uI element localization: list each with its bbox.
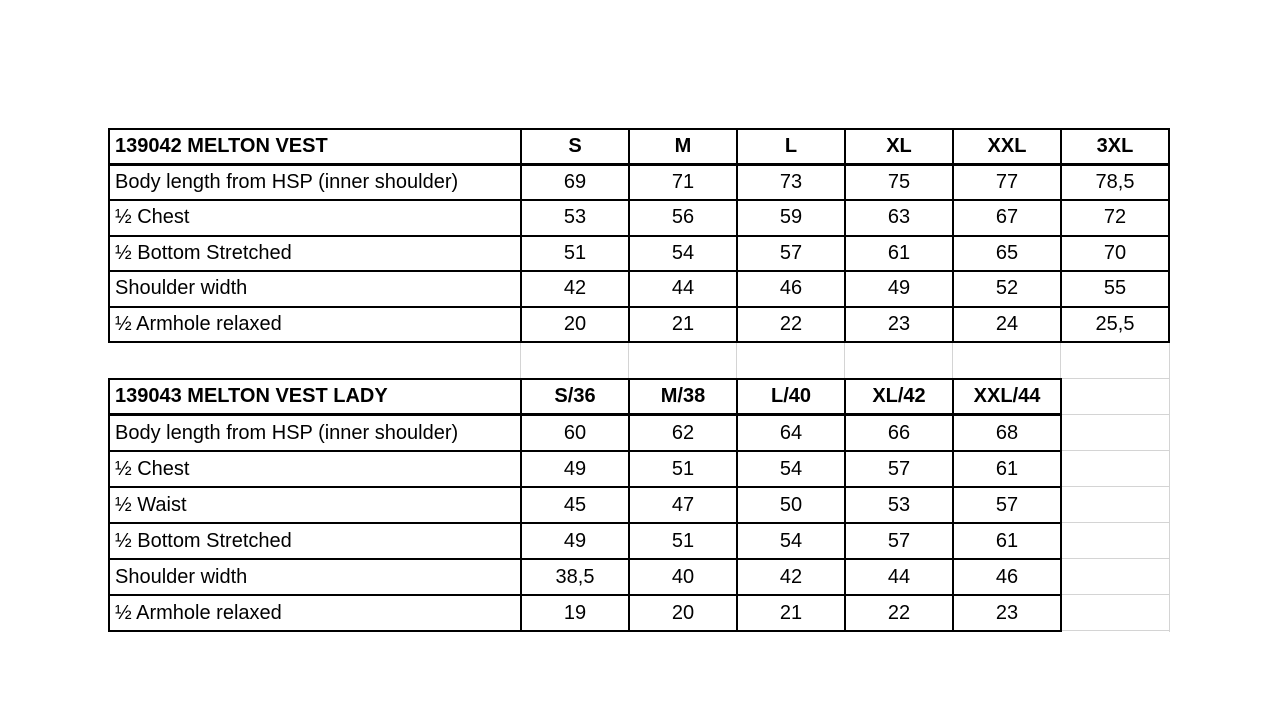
- size-value: 75: [846, 166, 952, 200]
- size-value: 40: [630, 560, 736, 594]
- gridline-horizontal: [1062, 558, 1169, 559]
- gridline-vertical: [844, 343, 845, 378]
- size-header: S/36: [522, 380, 628, 414]
- measurement-label: ½ Waist: [110, 488, 520, 522]
- size-value: 62: [630, 416, 736, 450]
- size-value: 42: [738, 560, 844, 594]
- size-value: 49: [522, 524, 628, 558]
- size-value: 25,5: [1062, 308, 1168, 342]
- measurement-label: Body length from HSP (inner shoulder): [110, 166, 520, 200]
- size-value: 23: [954, 596, 1060, 630]
- gridline-horizontal: [1062, 378, 1169, 379]
- size-value: 51: [630, 524, 736, 558]
- size-value: 51: [630, 452, 736, 486]
- gridline-horizontal: [1062, 522, 1169, 523]
- size-value: 20: [630, 596, 736, 630]
- size-value: 44: [846, 560, 952, 594]
- size-value: 57: [846, 452, 952, 486]
- size-value: 55: [1062, 272, 1168, 306]
- size-value: 60: [522, 416, 628, 450]
- size-value: 70: [1062, 237, 1168, 271]
- size-value: 57: [846, 524, 952, 558]
- size-value: 77: [954, 166, 1060, 200]
- size-value: 54: [738, 452, 844, 486]
- table-title: 139042 MELTON VEST: [110, 130, 520, 164]
- size-value: 49: [846, 272, 952, 306]
- size-value: 66: [846, 416, 952, 450]
- gridline-vertical: [952, 343, 953, 378]
- gridline-vertical: [736, 343, 737, 378]
- size-header: XXL: [954, 130, 1060, 164]
- size-value: 52: [954, 272, 1060, 306]
- size-value: 59: [738, 201, 844, 235]
- size-value: 22: [846, 596, 952, 630]
- gridline-vertical: [628, 343, 629, 378]
- size-value: 61: [846, 237, 952, 271]
- size-value: 56: [630, 201, 736, 235]
- size-value: 20: [522, 308, 628, 342]
- size-value: 67: [954, 201, 1060, 235]
- gridline-horizontal: [1062, 630, 1169, 631]
- measurement-label: ½ Bottom Stretched: [110, 524, 520, 558]
- size-value: 47: [630, 488, 736, 522]
- size-header: L/40: [738, 380, 844, 414]
- size-value: 53: [846, 488, 952, 522]
- size-header: XL: [846, 130, 952, 164]
- size-value: 51: [522, 237, 628, 271]
- size-header: XL/42: [846, 380, 952, 414]
- size-value: 19: [522, 596, 628, 630]
- size-value: 50: [738, 488, 844, 522]
- size-header: M: [630, 130, 736, 164]
- size-value: 54: [738, 524, 844, 558]
- size-header: XXL/44: [954, 380, 1060, 414]
- measurement-label: ½ Bottom Stretched: [110, 237, 520, 271]
- table-title: 139043 MELTON VEST LADY: [110, 380, 520, 414]
- size-value: 53: [522, 201, 628, 235]
- measurement-label: Body length from HSP (inner shoulder): [110, 416, 520, 450]
- size-header: L: [738, 130, 844, 164]
- size-value: 72: [1062, 201, 1168, 235]
- size-value: 38,5: [522, 560, 628, 594]
- gridline-horizontal: [1062, 414, 1169, 415]
- gridline-vertical: [1169, 343, 1170, 632]
- size-value: 78,5: [1062, 166, 1168, 200]
- size-value: 22: [738, 308, 844, 342]
- measurement-label: ½ Chest: [110, 201, 520, 235]
- size-value: 46: [954, 560, 1060, 594]
- size-value: 61: [954, 524, 1060, 558]
- measurement-label: ½ Armhole relaxed: [110, 308, 520, 342]
- size-value: 63: [846, 201, 952, 235]
- size-table-melton-vest-lady: [108, 378, 1062, 632]
- size-value: 54: [630, 237, 736, 271]
- size-value: 23: [846, 308, 952, 342]
- size-header: M/38: [630, 380, 736, 414]
- size-value: 21: [630, 308, 736, 342]
- size-value: 57: [954, 488, 1060, 522]
- size-value: 73: [738, 166, 844, 200]
- size-value: 57: [738, 237, 844, 271]
- size-value: 69: [522, 166, 628, 200]
- gridline-horizontal: [1062, 450, 1169, 451]
- size-value: 42: [522, 272, 628, 306]
- size-value: 44: [630, 272, 736, 306]
- size-value: 71: [630, 166, 736, 200]
- measurement-label: Shoulder width: [110, 272, 520, 306]
- size-value: 68: [954, 416, 1060, 450]
- measurement-label: Shoulder width: [110, 560, 520, 594]
- size-header: S: [522, 130, 628, 164]
- size-chart-sheet: [108, 128, 1170, 634]
- size-table-melton-vest: [108, 128, 1170, 343]
- gridline-horizontal: [1062, 594, 1169, 595]
- gridline-horizontal: [1062, 486, 1169, 487]
- size-header: 3XL: [1062, 130, 1168, 164]
- size-value: 64: [738, 416, 844, 450]
- size-value: 61: [954, 452, 1060, 486]
- size-value: 45: [522, 488, 628, 522]
- measurement-label: ½ Armhole relaxed: [110, 596, 520, 630]
- size-value: 46: [738, 272, 844, 306]
- size-value: 21: [738, 596, 844, 630]
- size-value: 49: [522, 452, 628, 486]
- size-value: 24: [954, 308, 1060, 342]
- size-value: 65: [954, 237, 1060, 271]
- gridline-vertical: [1060, 343, 1061, 378]
- gridline-vertical: [520, 343, 521, 378]
- measurement-label: ½ Chest: [110, 452, 520, 486]
